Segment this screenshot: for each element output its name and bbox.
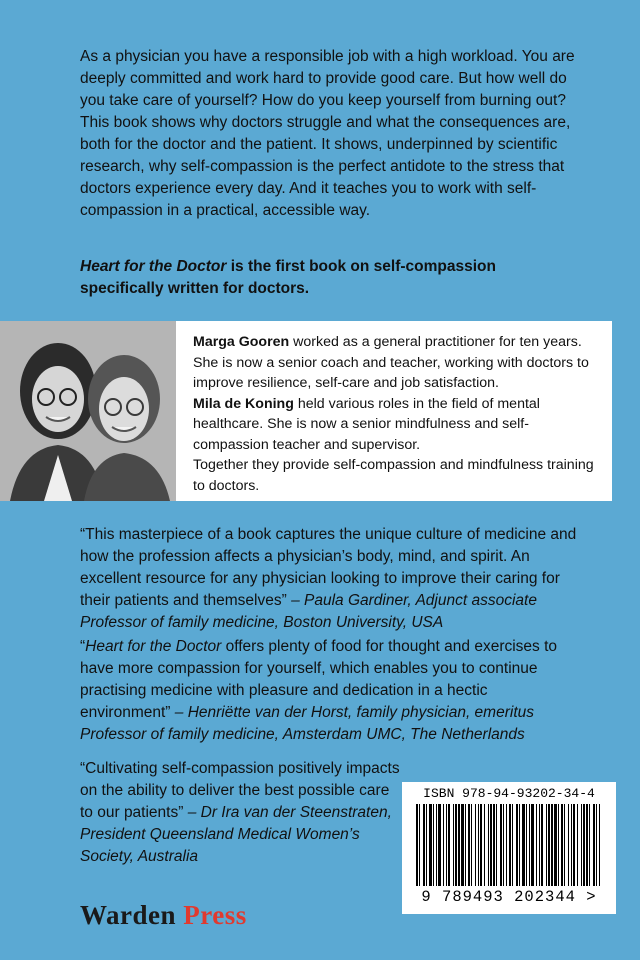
authors-together: Together they provide self-compassion and mindfulness training to doctors. [193,457,594,494]
endorsement-2-attribution: – Henriëtte van der Horst, family physician, emeritus Professor of family medicine, Amsterdam UMC, The Netherlands [80,704,534,743]
endorsement-2 [80,636,580,746]
isbn-label: ISBN 978-94-93202-34-4 [423,786,595,801]
barcode-digits: 9 789493 202344 > [421,888,597,906]
publisher-word-1: Warden [80,900,177,930]
blurb-paragraph-2: This book shows why doctors struggle and what the consequences are, both for the doctor and the patient. It shows, underpinned by scientific research, why self-compassion is the perfect antidote to the stress that doctors experience every day. And it teaches you to work with self-compassion in a practical, accessible way. [80,114,571,219]
book-title: Heart for the Doctor [80,258,227,275]
endorsement-2-book-title: Heart for the Doctor [85,638,222,655]
endorsement-2-open-quote: “ [80,638,86,655]
author-bio-2-text: held various roles in the field of mental healthcare. She is now a senior mindfulness and self-compassion teacher and supervisor. [193,395,540,453]
publisher-word-2: Press [183,900,247,930]
publisher-logo [80,900,247,931]
endorsement-3-attribution: – Dr Ira van der Steenstraten, President Queensland Medical Women’s Society, Australia [80,804,392,865]
endorsement-1-text: “This masterpiece of a book captures the unique culture of medicine and how the profession affects a physician’s body, mind, and spirit. An excellent resource for any physician looking to improve their caring for their patients and themselves” [80,526,577,609]
author-photo [0,321,176,501]
author-name-2: Mila de Koning [193,395,294,412]
tagline-text: is the first book on self-compassion specifically written for doctors. [80,258,496,297]
blurb [80,46,580,222]
author-box [0,321,612,501]
tagline [80,256,580,300]
isbn-barcode [402,782,616,914]
endorsement-3 [80,758,400,868]
endorsement-2-text: offers plenty of food for thought and exercises to have more compassion for yourself, which enables you to continue practising medicine with pleasure and dedication in a hectic environment” [80,638,558,721]
author-bio-1 [193,332,603,394]
author-bio-2 [193,394,603,456]
blurb-paragraph-1: As a physician you have a responsible job with a high workload. You are deeply committed and work hard to provide good care. But how well do you take care of yourself? How do you keep yourself from burning out? [80,48,575,109]
endorsement-1 [80,524,580,634]
endorsement-1-attribution: – Paula Gardiner, Adjunct associate Professor of family medicine, Boston University, USA [80,592,537,631]
author-name-1: Marga Gooren [193,334,290,350]
endorsement-3-text: “Cultivating self-compassion positively impacts on the ability to deliver the best possible care to our patients” [80,760,400,821]
author-bio-1-text: worked as a general practitioner for ten years. She is now a senior coach and teacher, working with doctors to improve resilience, self-care and job satisfaction. [193,334,589,391]
author-bios [176,321,603,501]
